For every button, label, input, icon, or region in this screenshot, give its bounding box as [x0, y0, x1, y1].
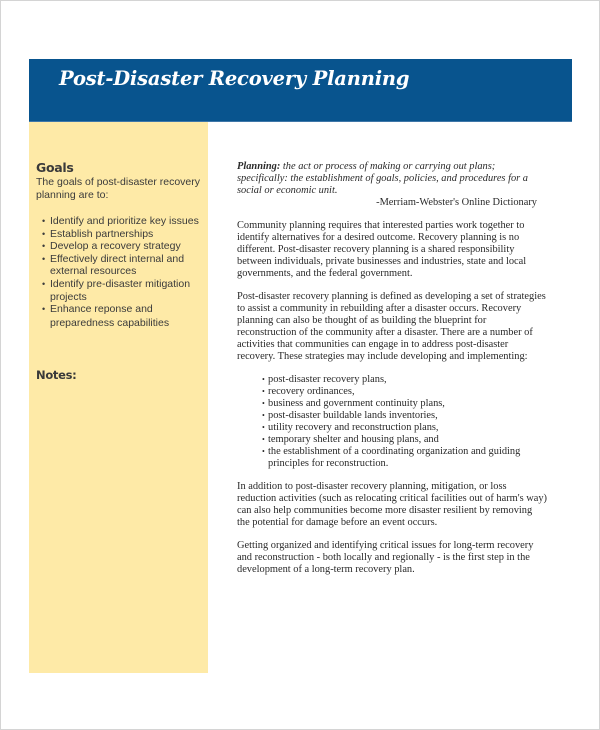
bullet-icon: • — [262, 387, 265, 396]
paragraph: Post-disaster recovery planning is defined as developing a set of strategies to assist a community in rebuilding after a disaster occurs. Recovery planning can also be thought of as building the blueprint for reconstruction of the community after a disaster. There are a number of activities that communities can engage in to address post-disaster recovery. These strategies may include developing and implementing: — [237, 291, 546, 362]
strategy-item: • post-disaster recovery plans, — [262, 374, 387, 385]
bullet-icon: • — [42, 304, 46, 315]
bullet-icon: • — [262, 375, 265, 384]
document-title: Post-Disaster Recovery Planning — [59, 67, 410, 90]
title-banner — [29, 59, 572, 122]
paragraph: Getting organized and identifying critical issues for long-term recovery and reconstruction - both locally and regionally - is the first step in the development of a long-term recovery plan. — [237, 540, 534, 575]
goal-item: • Identify pre-disaster mitigation projects — [42, 277, 191, 303]
goal-item: • Effectively direct internal and external resources — [42, 252, 185, 278]
strategy-item: • post-disaster buildable lands inventories, — [262, 410, 438, 421]
goals-list — [36, 215, 206, 331]
goal-item: • Establish partnerships — [42, 227, 154, 240]
goal-item: • Develop a recovery strategy — [42, 240, 181, 253]
goal-item: • Identify and prioritize key issues — [42, 215, 199, 227]
strategy-item: • recovery ordinances, — [262, 386, 355, 397]
paragraph: Community planning requires that interested parties work together to identify alternatives for a desired outcome. Recovery planning is no different. Post-disaster recovery planning is a shared responsibility between individuals, private businesses and industries, state and local governments, and the federal government. — [237, 220, 527, 279]
goals-intro: The goals of post-disaster recovery planning are to: — [36, 176, 200, 201]
bullet-icon: • — [262, 423, 265, 432]
bullet-icon: • — [42, 216, 46, 226]
definition-attribution: -Merriam-Webster's Online Dictionary — [376, 197, 537, 208]
goals-heading: Goals — [36, 160, 74, 175]
bullet-icon: • — [262, 399, 265, 408]
strategy-item: • the establishment of a coordinating organization and guiding principles for reconstruction. — [262, 446, 521, 469]
bullet-icon: • — [42, 278, 46, 289]
planning-definition — [237, 161, 547, 197]
strategies-list — [237, 374, 547, 470]
bullet-icon: • — [42, 241, 46, 252]
notes-heading: Notes: — [36, 368, 77, 382]
strategy-item: • business and government continuity plans, — [262, 398, 445, 409]
definition-term: Planning: — [237, 161, 281, 172]
bullet-icon: • — [262, 411, 265, 420]
strategy-item: • utility recovery and reconstruction plans, — [262, 422, 439, 433]
definition-text: the act or process of making or carrying out plans; specifically: the establishment of goals, policies, and procedures for a social or economic unit. — [237, 161, 528, 196]
goal-item: • Enhance reponse and preparedness capabilities — [36, 303, 206, 331]
bullet-icon: • — [42, 228, 46, 239]
paragraph: In addition to post-disaster recovery planning, mitigation, or loss reduction activities (such as relocating critical facilities out of harm's way) can also help communities become more disaster resilient by removing the potential for damage before an event occurs. — [237, 481, 548, 528]
strategy-item: • temporary shelter and housing plans, and — [262, 434, 439, 445]
goals-sidebar — [29, 122, 208, 673]
bullet-icon: • — [42, 253, 46, 264]
goals-section — [36, 160, 206, 331]
main-content — [237, 161, 547, 576]
bullet-icon: • — [262, 447, 265, 456]
bullet-icon: • — [262, 435, 265, 444]
goal-item-continuation: preparedness capabilities — [50, 316, 170, 329]
